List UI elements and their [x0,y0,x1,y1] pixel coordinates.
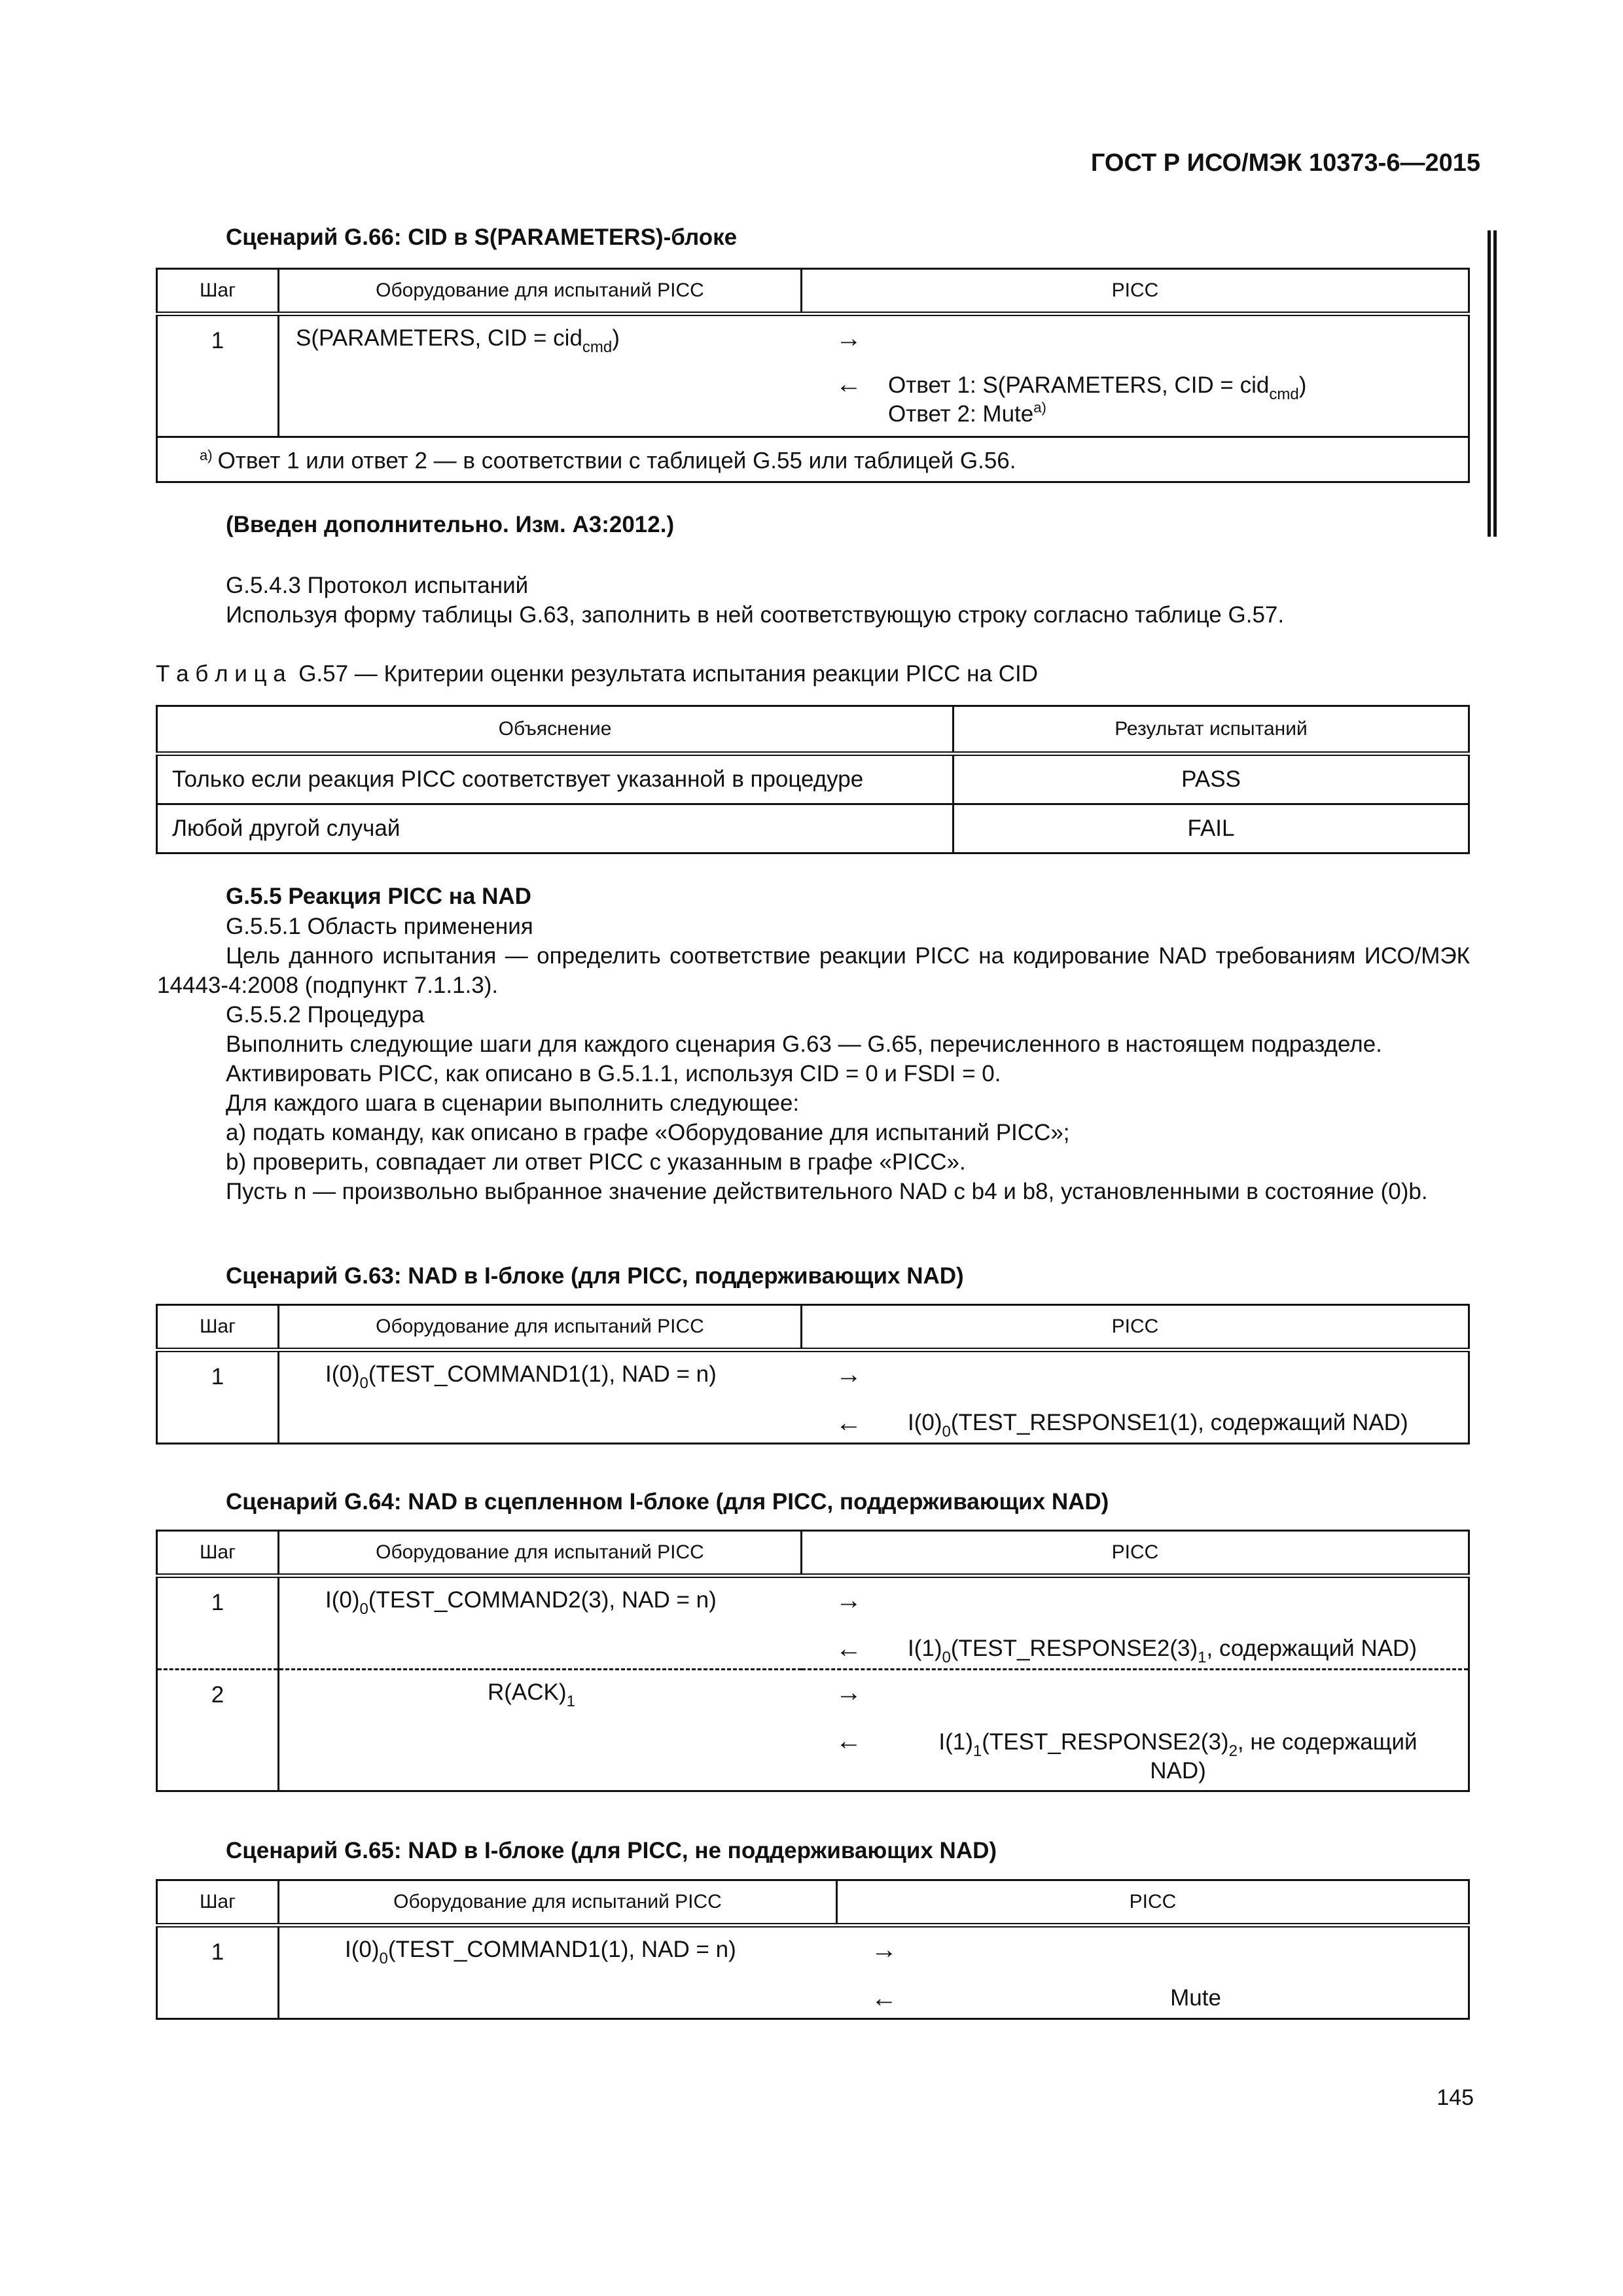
document-header: ГОСТ Р ИСО/МЭК 10373-6—2015 [1090,149,1480,177]
response-text: Ответ 1: S(PARAMETERS, CID = cid$_{cmd}$) Ответ 2: Mute$^{a)}$ [888,372,1307,427]
table-g57-caption: Т а б л и ц а G.57 — Критерии оценки результата испытания реакции PICC на CID [156,661,1038,687]
step-cell [279,1670,1469,1791]
table-cell: FAIL [954,804,1469,853]
arrow-right-icon: → [836,324,862,353]
table-footnote: $^{a)}$ Ответ 1 или ответ 2 — в соответствии с таблицей G.55 или таблицей G.56. [157,437,1469,482]
table-cell: Любой другой случай [157,804,954,853]
col-picc-header: PICC [802,1305,1469,1350]
table-g57 [156,705,1470,854]
col-equipment-header: Оборудование для испытаний PICC [279,269,802,314]
arrow-right-icon: → [836,1360,862,1389]
scenario-g65-title: Сценарий G.65: NAD в I-блоке (для PICC, не поддерживающих NAD) [226,1838,997,1863]
col-picc-header: PICC [802,1531,1469,1576]
step-cell [279,314,1469,437]
scenario-g63-table [156,1304,1470,1444]
g543-text: Используя форму таблицы G.63, заполнить в ней соответствующую строку согласно таблице G.57. [226,602,1285,628]
scenario-g65-table [156,1879,1470,2020]
command-text: $R(ACK)_1$ [488,1679,575,1710]
table-cell: Только если реакция PICC соответствует указанной в процедуре [157,754,954,804]
step-number: 1 [157,1576,279,1670]
section-g55-title: G.5.5 Реакция PICC на NAD [226,884,531,909]
col-equipment-header: Оборудование для испытаний PICC [279,1531,802,1576]
step-cell [279,1576,1469,1670]
g552-line: Активировать PICC, как описано в G.5.1.1, используя CID = 0 и FSDI = 0. [226,1061,1001,1086]
command-text: $I(0)_0(TEST\_COMMAND1(1)$, NAD = n) [325,1361,717,1392]
step-cell [279,1926,1469,2019]
page-number: 145 [1436,2085,1474,2110]
amendment-margin-bar [1488,230,1497,537]
col-equipment-header: Оборудование для испытаний PICC [279,1880,837,1926]
step-number: 1 [157,314,279,437]
command-text: $I(0)_0(TEST\_COMMAND2(3)$, NAD = n) [325,1587,717,1618]
g552-line: Выполнить следующие шаги для каждого сценария G.63 — G.65, перечисленного в настоящем подразделе. [226,1031,1382,1057]
arrow-right-icon: → [836,1678,862,1707]
col-result-header: Результат испытаний [954,706,1469,754]
col-step-header: Шаг [157,1880,279,1926]
col-step-header: Шаг [157,1305,279,1350]
arrow-left-icon: ← [871,1984,897,2013]
scenario-g66-table [156,268,1470,483]
arrow-left-icon: ← [836,1634,862,1663]
step-number: 1 [157,1350,279,1444]
command-text: $I(0)_0(TEST\_COMMAND1(1)$, NAD = n) [345,1937,736,1967]
col-explanation-header: Объяснение [157,706,954,754]
g552-line: a) подать команду, как описано в графе «Оборудование для испытаний PICC»; [226,1120,1070,1145]
response-text: Mute [1170,1985,1221,2011]
col-step-header: Шаг [157,269,279,314]
g552-last: Пусть n — произвольно выбранное значение действительного NAD с b4 и b8, установленными в состояние (0)b. [226,1179,1428,1204]
col-equipment-header: Оборудование для испытаний PICC [279,1305,802,1350]
g551-text: Цель данного испытания — определить соответствие реакции PICC на кодирование NAD требованиям ИСО/МЭК 14443-4:2008 (подпункт 7.1.1.3). [157,943,1470,998]
response-text: $I(1)_1(TEST\_RESPONSE2(3)_2$, не содержащий NAD) [938,1729,1418,1784]
g551-heading: G.5.5.1 Область применения [226,914,533,939]
step-cell [279,1350,1469,1444]
arrow-left-icon: ← [836,1408,862,1437]
table-cell: PASS [954,754,1469,804]
arrow-left-icon: ← [836,1727,862,1755]
step-number: 2 [157,1670,279,1791]
arrow-left-icon: ← [836,370,862,399]
scenario-g66-title: Сценарий G.66: CID в S(PARAMETERS)-блоке [226,224,738,250]
col-picc-header: PICC [837,1880,1469,1926]
command-text: S(PARAMETERS, CID = cid$_{cmd}$) [296,325,620,356]
col-picc-header: PICC [802,269,1469,314]
scenario-g63-title: Сценарий G.63: NAD в I-блоке (для PICC, поддерживающих NAD) [226,1263,964,1289]
response-text: $I(0)_0(TEST\_RESPONSE1(1)$, содержащий NAD) [908,1410,1408,1441]
g552-heading: G.5.5.2 Процедура [226,1002,425,1028]
response-text: $I(1)_0(TEST\_RESPONSE2(3)_1$, содержащий NAD) [908,1636,1417,1666]
amendment-note: (Введен дополнительно. Изм. А3:2012.) [226,512,675,537]
g552-line: b) проверить, совпадает ли ответ PICC с указанным в графе «PICC». [226,1149,966,1175]
g543-heading: G.5.4.3 Протокол испытаний [226,573,529,598]
scenario-g64-table [156,1530,1470,1792]
step-number: 1 [157,1926,279,2019]
col-step-header: Шаг [157,1531,279,1576]
arrow-right-icon: → [871,1935,897,1964]
arrow-right-icon: → [836,1586,862,1615]
scenario-g64-title: Сценарий G.64: NAD в сцепленном I-блоке (для PICC, поддерживающих NAD) [226,1489,1109,1515]
g552-line: Для каждого шага в сценарии выполнить следующее: [226,1090,800,1116]
